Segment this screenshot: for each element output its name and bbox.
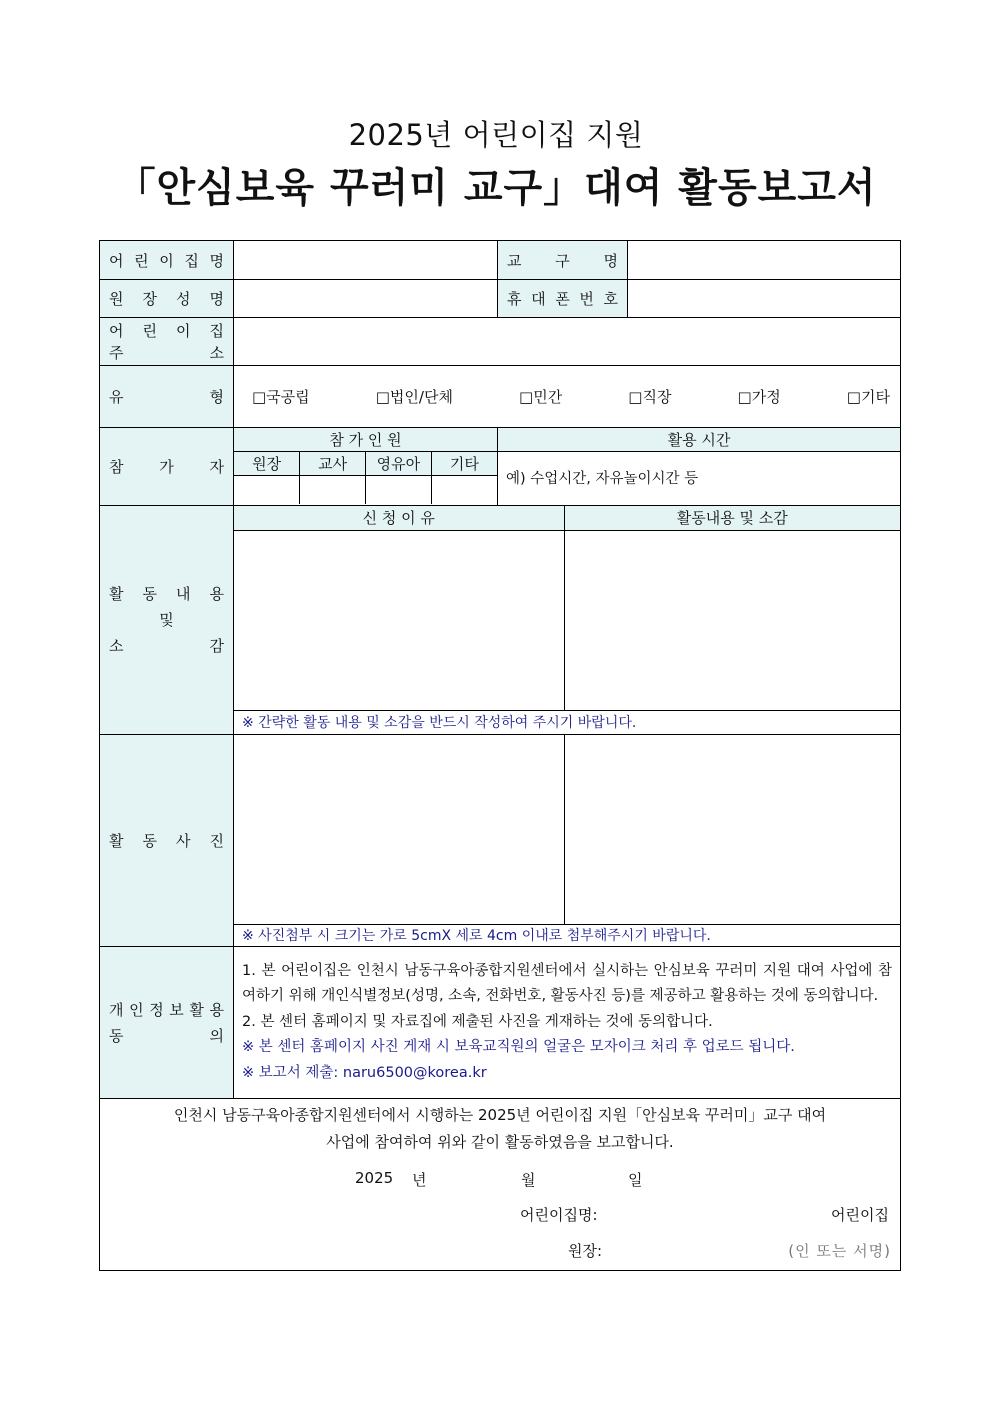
- impression-field[interactable]: [564, 530, 900, 710]
- label-char: 용: [209, 585, 224, 603]
- address-label-line2: [100, 342, 233, 364]
- label-char: 유: [109, 388, 124, 406]
- privacy-text-2: 2. 본 센터 홈페이지 및 자료집에 제출된 사진을 게재하는 것에 동의합니다.: [242, 1013, 713, 1030]
- label-char: 활: [109, 832, 124, 850]
- address-field[interactable]: [234, 318, 901, 366]
- label-char: 소: [109, 637, 124, 655]
- label-char: 사: [176, 832, 191, 850]
- participants-header: 참 가 인 원: [234, 428, 497, 451]
- label-char: 활: [109, 585, 124, 603]
- participant-count-other[interactable]: [431, 475, 497, 504]
- director-name-field[interactable]: [234, 280, 498, 318]
- privacy-consent-text: [234, 947, 901, 1099]
- title-line2: 「안심보육 꾸러미 교구」대여 활동보고서: [115, 165, 877, 211]
- sign-director-suffix: (인 또는 서명): [788, 1242, 891, 1260]
- participants-block: [234, 428, 498, 506]
- activity-label-line1: [100, 581, 233, 607]
- photo-slot-1[interactable]: [234, 735, 564, 924]
- label-char: 동: [142, 832, 157, 850]
- daycare-name-label-text: [100, 250, 233, 271]
- label-char: 가: [159, 458, 174, 476]
- type-option-other[interactable]: □기타: [846, 388, 890, 406]
- privacy-label-line1: [100, 997, 233, 1023]
- label-char: 정: [149, 1000, 164, 1019]
- label-char: 진: [209, 832, 224, 850]
- label-char: 구: [555, 251, 570, 270]
- label-char: 원: [109, 290, 124, 308]
- participant-count-director[interactable]: [234, 475, 300, 504]
- label-char: 감: [209, 637, 224, 655]
- photo-note: ※ 사진첨부 시 크기는 가로 5cmX 세로 4cm 이내로 첨부해주시기 바랍니다.: [234, 924, 900, 946]
- label-char: 휴: [507, 290, 522, 308]
- label-char: 참: [109, 458, 124, 476]
- participant-col-children: 영유아: [366, 451, 432, 475]
- usage-time-header: 활용 시간: [498, 428, 900, 451]
- participants-label-text: [100, 456, 233, 477]
- label-char: 명: [209, 251, 224, 270]
- date-year: 2025: [355, 1169, 394, 1187]
- label-char: 이: [176, 321, 191, 340]
- privacy-note-1: ※ 본 센터 홈페이지 사진 게재 시 보육교직원의 얼굴은 모자이크 처리 후 업로드 됩니다.: [242, 1039, 795, 1056]
- activity-label-line2: 및: [159, 611, 174, 629]
- label-char: 장: [142, 290, 157, 308]
- label-char: 린: [142, 321, 157, 340]
- phone-label: [498, 280, 628, 318]
- participant-col-teacher: 교사: [300, 451, 366, 475]
- label-char: 이: [159, 251, 174, 270]
- sign-director-label: 원장:: [568, 1242, 603, 1260]
- participant-col-other: 기타: [431, 451, 497, 475]
- label-char: 인: [129, 1000, 144, 1019]
- date-day-unit: 일: [628, 1171, 643, 1189]
- activity-note: ※ 간략한 활동 내용 및 소감을 반드시 작성하여 주시기 바랍니다.: [234, 710, 900, 733]
- label-char: 대: [531, 290, 546, 308]
- privacy-label: [100, 947, 234, 1099]
- label-char: 주: [109, 343, 124, 362]
- label-char: 집: [184, 251, 199, 270]
- daycare-name-label: [100, 241, 234, 280]
- daycare-name-field[interactable]: [234, 241, 498, 280]
- label-char: 집: [209, 321, 224, 340]
- type-label: [100, 366, 234, 428]
- privacy-label-line2: [100, 1023, 233, 1049]
- type-label-text: [100, 386, 233, 407]
- title-line1: 2025년 어린이집 지원: [348, 118, 644, 152]
- label-char: 어: [109, 321, 124, 340]
- usage-time-field[interactable]: 예) 수업시간, 자유놀이시간 등: [498, 451, 900, 504]
- photo-slot-2[interactable]: [564, 735, 900, 924]
- photo-block: [234, 735, 901, 947]
- type-option-public[interactable]: □국공립: [252, 388, 310, 406]
- label-char: 성: [176, 290, 191, 308]
- declaration-line2: 사업에 참여하여 위와 같이 활동하였음을 보고합니다.: [326, 1133, 674, 1151]
- director-name-label: [100, 280, 234, 318]
- report-form: [99, 240, 901, 1271]
- director-name-label-text: [100, 288, 233, 309]
- sign-daycare-suffix: 어린이집: [831, 1206, 889, 1224]
- item-name-field[interactable]: [628, 241, 901, 280]
- sign-daycare-label: 어린이집명:: [520, 1206, 598, 1224]
- label-char: 보: [169, 1000, 184, 1019]
- type-option-private[interactable]: □민간: [519, 388, 563, 406]
- item-name-label: [498, 241, 628, 280]
- activity-block: [234, 506, 901, 735]
- label-char: 번: [579, 290, 594, 308]
- reason-field[interactable]: [234, 530, 564, 710]
- date-year-unit: 년: [412, 1171, 427, 1189]
- label-char: 명: [603, 251, 618, 270]
- participant-count-children[interactable]: [366, 475, 432, 504]
- label-char: 내: [176, 585, 191, 603]
- label-char: 폰: [555, 290, 570, 308]
- label-char: 활: [189, 1000, 204, 1019]
- label-char: 교: [507, 251, 522, 270]
- type-option-corporate[interactable]: □법인/단체: [375, 388, 453, 406]
- privacy-text-1: 1. 본 어린이집은 인천시 남동구육아종합지원센터에서 실시하는 안심보육 꾸러미 지원 대여 사업에 참여하기 위해 개인식별정보(성명, 소속, 전화번호, 활동사진 등)를 제공하고 활용하는 것에 동의합니다.: [242, 962, 892, 1005]
- type-option-workplace[interactable]: □직장: [628, 388, 672, 406]
- participants-label: [100, 428, 234, 506]
- item-name-label-text: [498, 250, 627, 271]
- declaration-block: [100, 1099, 901, 1271]
- reason-header: 신 청 이 유: [234, 506, 564, 530]
- type-options: [234, 366, 901, 428]
- label-char: 개: [109, 1000, 124, 1019]
- privacy-note-2: ※ 보고서 제출: naru6500@korea.kr: [242, 1064, 487, 1081]
- label-char: 동: [142, 585, 157, 603]
- label-char: 자: [209, 458, 224, 476]
- address-label: [100, 318, 234, 366]
- date-month-unit: 월: [521, 1171, 536, 1189]
- label-char: 동: [109, 1026, 124, 1045]
- declaration-line1: 인천시 남동구육아종합지원센터에서 시행하는 2025년 어린이집 지원「안심보육 꾸러미」교구 대여: [173, 1106, 827, 1124]
- impression-header: 활동내용 및 소감: [564, 506, 900, 530]
- address-label-line1: [100, 320, 233, 342]
- label-char: 용: [209, 1000, 224, 1019]
- activity-label: [100, 506, 234, 735]
- phone-field[interactable]: [628, 280, 901, 318]
- label-char: 어: [109, 251, 124, 270]
- label-char: 소: [209, 343, 224, 362]
- label-char: 형: [209, 388, 224, 406]
- usage-time-block: [498, 428, 901, 506]
- label-char: 의: [209, 1026, 224, 1045]
- photo-label-text: [100, 830, 233, 851]
- phone-label-text: [498, 288, 627, 309]
- participant-col-director: 원장: [234, 451, 300, 475]
- type-option-home[interactable]: □가정: [737, 388, 781, 406]
- activity-label-line3: [100, 633, 233, 659]
- label-char: 명: [209, 290, 224, 308]
- label-char: 호: [603, 290, 618, 308]
- participant-count-teacher[interactable]: [300, 475, 366, 504]
- label-char: 린: [134, 251, 149, 270]
- photo-label: [100, 735, 234, 947]
